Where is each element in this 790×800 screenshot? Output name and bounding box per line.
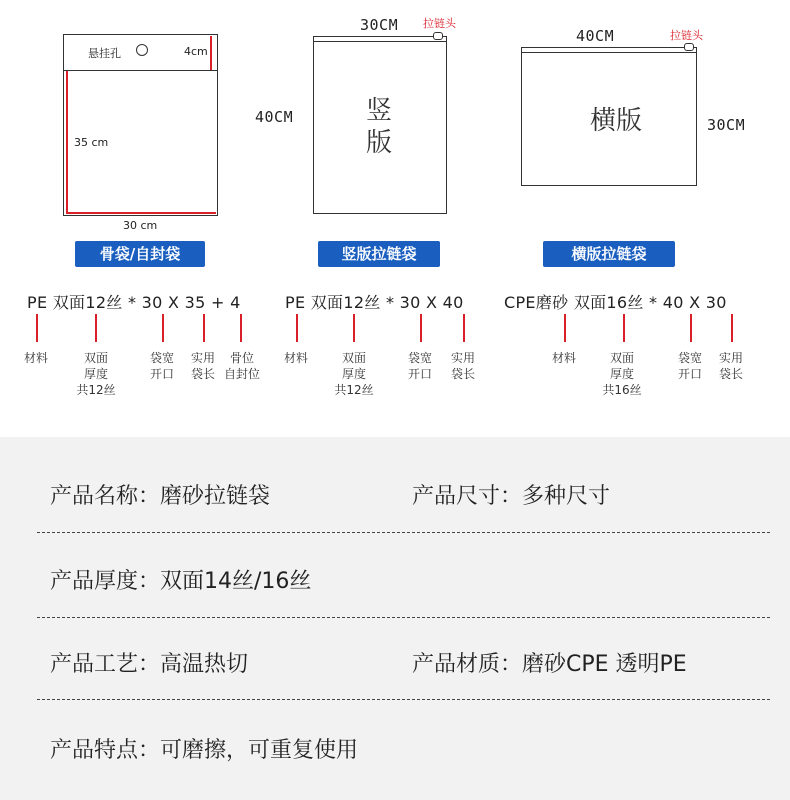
vertical-bag-badge: 竖版拉链袋 <box>318 241 440 267</box>
horizontal-spec-tick <box>731 314 733 342</box>
hang-hole-icon <box>136 44 148 56</box>
horizontal-orientation-label: 横版 <box>590 106 643 136</box>
divider <box>37 532 770 533</box>
bone-spec-tick <box>203 314 205 342</box>
vertical-zipper-slider-icon <box>433 32 443 40</box>
bone-caption-length: 实用 袋长 <box>190 351 215 381</box>
horizontal-height-label: 30CM <box>707 116 746 134</box>
horizontal-caption-length: 实用 袋长 <box>718 351 743 381</box>
horizontal-spec-formula: CPE磨砂 双面16丝 * 40 X 30 <box>504 293 727 312</box>
vertical-zipper-label: 拉链头 <box>423 17 456 30</box>
product-material: 产品材质：磨砂CPE 透明PE <box>412 652 687 677</box>
bone-caption-width: 袋宽 开口 <box>149 351 174 381</box>
product-process: 产品工艺：高温热切 <box>50 652 249 677</box>
horizontal-caption-thickness: 双面 厚度 共16丝 <box>602 351 642 397</box>
horizontal-zipper-track <box>521 47 697 53</box>
horizontal-caption-material: 材料 <box>551 351 576 365</box>
bone-spec-tick <box>162 314 164 342</box>
bone-spec-formula: PE 双面12丝 * 30 X 35 + 4 <box>27 293 241 312</box>
bone-bag-badge: 骨袋/自封袋 <box>75 241 205 267</box>
header-height-label: 4cm <box>184 45 208 58</box>
vertical-spec-tick <box>420 314 422 342</box>
vertical-caption-width: 袋宽 开口 <box>407 351 432 381</box>
bag-width-label: 30 cm <box>123 219 158 232</box>
header-height-marker <box>210 36 212 70</box>
bone-spec-tick <box>36 314 38 342</box>
horizontal-caption-width: 袋宽 开口 <box>677 351 702 381</box>
divider <box>37 699 770 700</box>
bag-height-label: 35 cm <box>74 136 109 149</box>
vertical-caption-material: 材料 <box>283 351 308 365</box>
vertical-caption-length: 实用 袋长 <box>450 351 475 381</box>
bag-width-marker <box>66 212 216 214</box>
bag-height-marker <box>66 71 68 213</box>
vertical-orientation-char-1: 竖 <box>366 96 393 126</box>
product-size: 产品尺寸：多种尺寸 <box>412 484 611 509</box>
horizontal-zipper-slider-icon <box>684 43 694 51</box>
bone-spec-tick <box>95 314 97 342</box>
product-name: 产品名称：磨砂拉链袋 <box>50 484 271 509</box>
vertical-caption-thickness: 双面 厚度 共12丝 <box>334 351 374 397</box>
horizontal-spec-tick <box>690 314 692 342</box>
horizontal-bag-badge: 横版拉链袋 <box>543 241 675 267</box>
vertical-orientation-char-2: 版 <box>366 128 393 158</box>
bone-bag-outline <box>63 34 218 216</box>
bone-caption-seal: 骨位 自封位 <box>223 351 260 381</box>
product-feature: 产品特点：可磨擦，可重复使用 <box>50 738 359 763</box>
vertical-zipper-track <box>313 36 447 42</box>
divider <box>37 617 770 618</box>
horizontal-width-label: 40CM <box>576 27 615 45</box>
vertical-width-label: 30CM <box>360 16 399 34</box>
vertical-spec-tick <box>463 314 465 342</box>
product-thickness: 产品厚度：双面14丝/16丝 <box>50 569 312 594</box>
horizontal-spec-tick <box>623 314 625 342</box>
vertical-height-label: 40CM <box>255 108 294 126</box>
vertical-spec-tick <box>353 314 355 342</box>
horizontal-spec-tick <box>564 314 566 342</box>
bone-spec-tick <box>240 314 242 342</box>
product-info-section <box>0 437 790 800</box>
bone-caption-material: 材料 <box>23 351 48 365</box>
horizontal-zipper-label: 拉链头 <box>670 29 703 42</box>
hang-hole-label: 悬挂孔 <box>88 47 121 60</box>
vertical-spec-tick <box>296 314 298 342</box>
vertical-spec-formula: PE 双面12丝 * 30 X 40 <box>285 293 464 312</box>
bone-caption-thickness: 双面 厚度 共12丝 <box>76 351 116 397</box>
